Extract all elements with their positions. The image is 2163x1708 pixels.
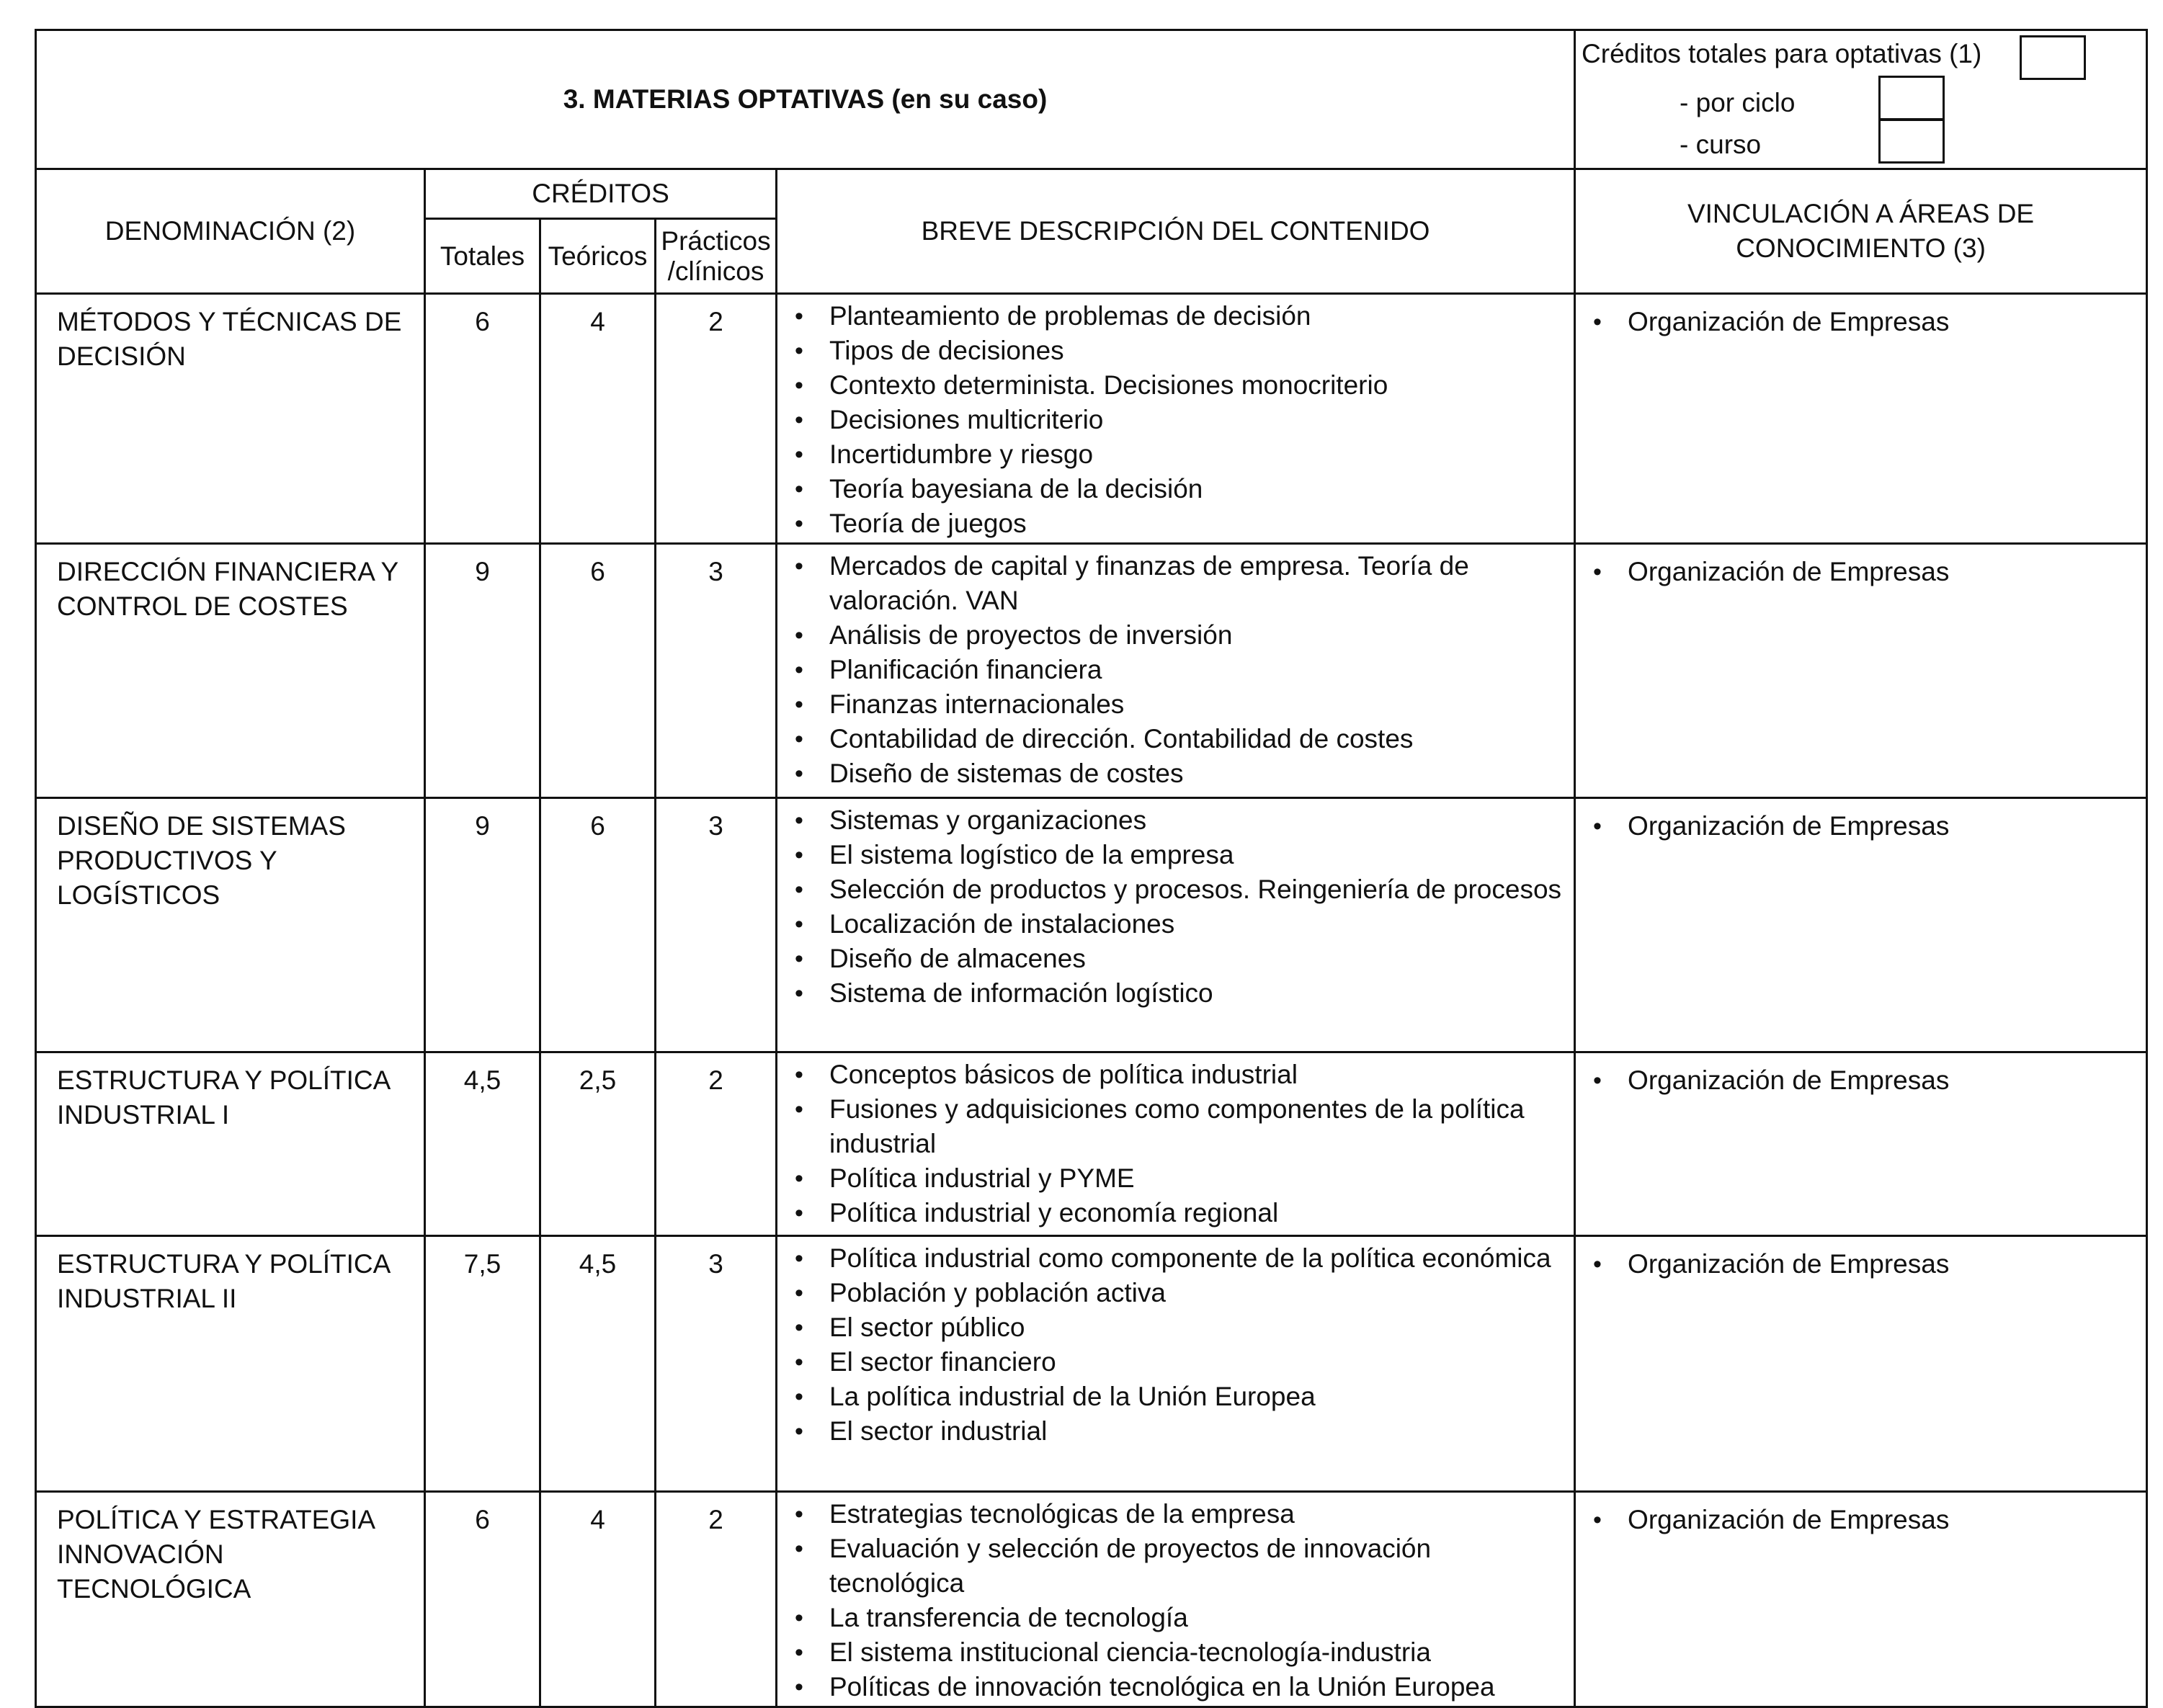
table-row — [36, 1236, 2147, 1492]
list-item: • Decisiones multicriterio — [829, 403, 1566, 437]
list-item: • El sector industrial — [829, 1414, 1566, 1449]
list-item: • Política industrial como componente de la política económica — [829, 1241, 1566, 1276]
col-descripcion: BREVE DESCRIPCIÓN DEL CONTENIDO — [777, 169, 1575, 294]
subject-name — [36, 544, 425, 798]
list-item: • Mercados de capital y finanzas de empresa. Teoría de valoración. VAN — [829, 549, 1566, 618]
subject-name-line: TECNOLÓGICA — [57, 1574, 251, 1604]
subject-name — [36, 798, 425, 1052]
subject-name — [36, 1236, 425, 1492]
credits-total-box[interactable] — [2020, 35, 2086, 80]
subject-name-line: DISEÑO DE SISTEMAS — [57, 811, 346, 841]
section-title: 3. MATERIAS OPTATIVAS (en su caso) — [36, 30, 1575, 169]
list-item: • Estrategias tecnológicas de la empresa — [829, 1497, 1566, 1532]
credits-teoricos: 4,5 — [540, 1236, 656, 1492]
list-item: • Políticas de innovación tecnológica en la Unión Europea — [829, 1670, 1566, 1704]
table-row — [36, 798, 2147, 1052]
credits-teoricos: 4 — [540, 1492, 656, 1707]
knowledge-area — [1575, 1052, 2147, 1236]
per-cycle-label: - por ciclo — [1680, 88, 1796, 117]
credits-totales: 6 — [425, 1492, 540, 1707]
content-description — [777, 1492, 1575, 1707]
list-item: • Planteamiento de problemas de decisión — [829, 299, 1566, 334]
list-item: • Tipos de decisiones — [829, 334, 1566, 368]
per-cycle-box[interactable] — [1878, 76, 1945, 120]
credits-totales: 7,5 — [425, 1236, 540, 1492]
list-item: • Fusiones y adquisiciones como componentes de la política industrial — [829, 1092, 1566, 1161]
credits-practicos: 2 — [656, 294, 777, 544]
credits-practicos: 3 — [656, 1236, 777, 1492]
list-item: • Localización de instalaciones — [829, 907, 1566, 942]
table-row — [36, 1492, 2147, 1707]
list-item: • Organización de Empresas — [1628, 305, 2139, 339]
table-row — [36, 294, 2147, 544]
knowledge-area — [1575, 798, 2147, 1052]
knowledge-area — [1575, 1492, 2147, 1707]
list-item: • Organización de Empresas — [1628, 1503, 2139, 1537]
subject-name — [36, 1052, 425, 1236]
list-item: • La transferencia de tecnología — [829, 1601, 1566, 1635]
list-item: • Diseño de sistemas de costes — [829, 756, 1566, 791]
content-description — [777, 294, 1575, 544]
subject-name-line: DECISIÓN — [57, 341, 186, 371]
col-creditos: CRÉDITOS — [425, 169, 777, 219]
col-practicos-line-1: Prácticos — [661, 225, 771, 256]
list-item: • Organización de Empresas — [1628, 1247, 2139, 1282]
list-item: • Política industrial y economía regional — [829, 1196, 1566, 1230]
subject-name-line: POLÍTICA Y ESTRATEGIA — [57, 1505, 376, 1534]
list-item: • Organización de Empresas — [1628, 555, 2139, 589]
col-vinculacion-line-1: VINCULACIÓN A ÁREAS DE — [1687, 199, 2035, 228]
subject-name-line: PRODUCTIVOS Y — [57, 846, 277, 875]
content-description — [777, 798, 1575, 1052]
col-teoricos: Teóricos — [540, 219, 656, 294]
list-item: • El sistema logístico de la empresa — [829, 838, 1566, 872]
content-description — [777, 1052, 1575, 1236]
list-item: • Análisis de proyectos de inversión — [829, 618, 1566, 653]
list-item: • Evaluación y selección de proyectos de innovación tecnológica — [829, 1532, 1566, 1601]
credits-total-label: Créditos totales para optativas (1) — [1582, 39, 1982, 68]
subject-name-line: ESTRUCTURA Y POLÍTICA — [57, 1249, 391, 1279]
optional-subjects-table — [35, 29, 2148, 1708]
col-vinculacion — [1575, 169, 2147, 294]
list-item: • Planificación financiera — [829, 653, 1566, 687]
list-item: • Teoría bayesiana de la decisión — [829, 472, 1566, 506]
col-vinculacion-line-2: CONOCIMIENTO (3) — [1736, 233, 1986, 263]
credits-summary — [1575, 30, 2147, 169]
list-item: • Población y población activa — [829, 1276, 1566, 1310]
subject-name-line: DIRECCIÓN FINANCIERA Y — [57, 557, 399, 586]
credits-totales: 9 — [425, 798, 540, 1052]
subject-name-line: CONTROL DE COSTES — [57, 591, 348, 621]
col-totales: Totales — [425, 219, 540, 294]
credits-practicos: 2 — [656, 1492, 777, 1707]
subject-name — [36, 1492, 425, 1707]
credits-practicos: 3 — [656, 798, 777, 1052]
col-practicos — [656, 219, 777, 294]
subject-name-line: INDUSTRIAL II — [57, 1284, 237, 1313]
list-item: • El sector público — [829, 1310, 1566, 1345]
credits-totales: 9 — [425, 544, 540, 798]
subject-name-line: LOGÍSTICOS — [57, 880, 220, 910]
list-item: • El sistema institucional ciencia-tecnología-industria — [829, 1635, 1566, 1670]
credits-teoricos: 4 — [540, 294, 656, 544]
list-item: • Selección de productos y procesos. Reingeniería de procesos — [829, 872, 1566, 907]
list-item: • La política industrial de la Unión Europea — [829, 1380, 1566, 1414]
content-description — [777, 544, 1575, 798]
credits-totales: 6 — [425, 294, 540, 544]
list-item: • Política industrial y PYME — [829, 1161, 1566, 1196]
list-item: • Teoría de juegos — [829, 506, 1566, 541]
col-practicos-line-2: /clínicos — [667, 256, 764, 286]
list-item: • Sistemas y organizaciones — [829, 803, 1566, 838]
list-item: • Contabilidad de dirección. Contabilidad de costes — [829, 722, 1566, 756]
subject-name — [36, 294, 425, 544]
credits-practicos: 2 — [656, 1052, 777, 1236]
knowledge-area — [1575, 294, 2147, 544]
list-item: • Sistema de información logístico — [829, 976, 1566, 1011]
credits-teoricos: 2,5 — [540, 1052, 656, 1236]
list-item: • Incertidumbre y riesgo — [829, 437, 1566, 472]
table-row — [36, 544, 2147, 798]
list-item: • Contexto determinista. Decisiones monocriterio — [829, 368, 1566, 403]
subject-name-line: ESTRUCTURA Y POLÍTICA — [57, 1065, 391, 1095]
subject-name-line: INNOVACIÓN — [57, 1539, 224, 1569]
table-row — [36, 1052, 2147, 1236]
credits-teoricos: 6 — [540, 544, 656, 798]
subject-name-line: MÉTODOS Y TÉCNICAS DE — [57, 307, 402, 336]
list-item: • Conceptos básicos de política industrial — [829, 1058, 1566, 1092]
list-item: • Organización de Empresas — [1628, 809, 2139, 844]
col-denominacion: DENOMINACIÓN (2) — [36, 169, 425, 294]
list-item: • Diseño de almacenes — [829, 942, 1566, 976]
list-item: • El sector financiero — [829, 1345, 1566, 1380]
subject-name-line: INDUSTRIAL I — [57, 1100, 230, 1130]
list-item: • Organización de Empresas — [1628, 1063, 2139, 1098]
optional-subjects-form — [35, 29, 2146, 1702]
per-course-box[interactable] — [1878, 119, 1945, 164]
content-description — [777, 1236, 1575, 1492]
credits-teoricos: 6 — [540, 798, 656, 1052]
knowledge-area — [1575, 1236, 2147, 1492]
credits-totales: 4,5 — [425, 1052, 540, 1236]
list-item: • Finanzas internacionales — [829, 687, 1566, 722]
per-course-label: - curso — [1680, 130, 1762, 159]
credits-practicos: 3 — [656, 544, 777, 798]
knowledge-area — [1575, 544, 2147, 798]
